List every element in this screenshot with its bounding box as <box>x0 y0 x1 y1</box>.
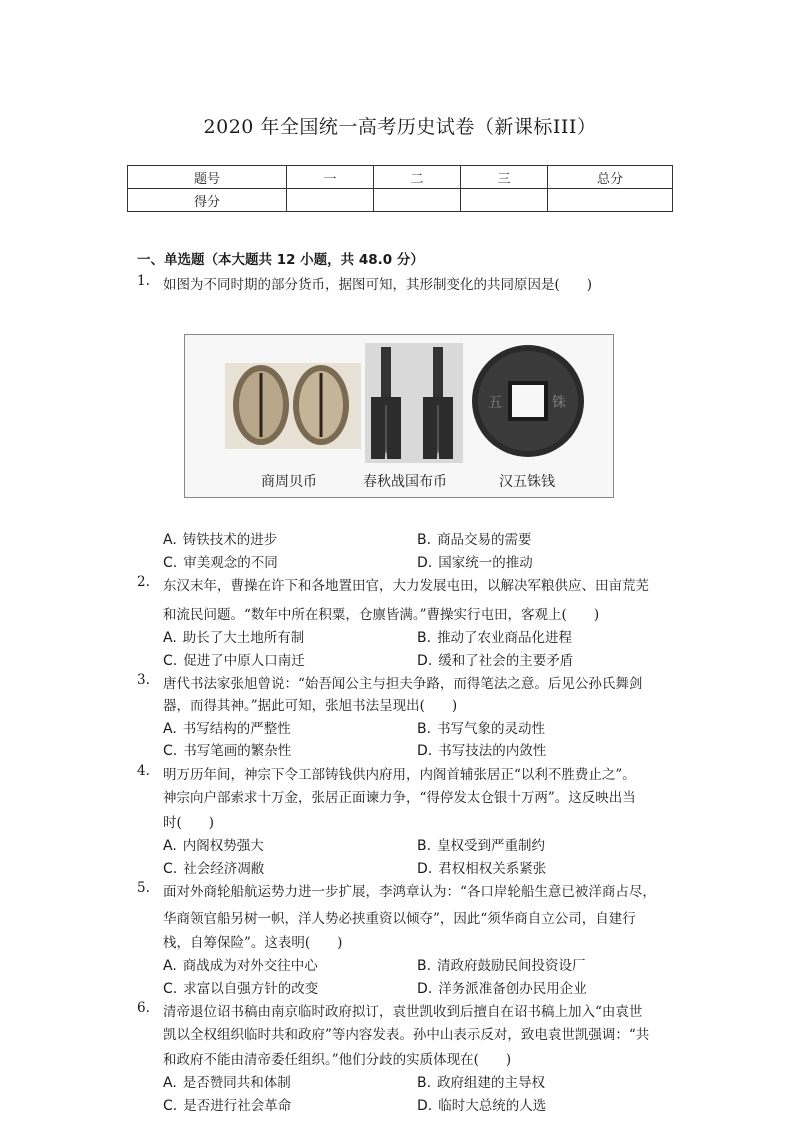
option-text: 缓和了社会的主要矛盾 <box>438 653 574 669</box>
question-text: 东汉末年，曹操在许下和各地置田官，大力发展屯田，以解决军粮供应、田亩荒芜 <box>163 578 649 594</box>
option-text: 商战成为对外交往中心 <box>182 958 318 974</box>
option-letter: B. <box>417 838 432 854</box>
spade-coin-image <box>365 343 463 463</box>
score-table-cell: 题号 <box>128 166 287 189</box>
option-letter: D. <box>417 981 433 997</box>
svg-text:五: 五 <box>488 395 502 411</box>
section-heading: 一、单选题（本大题共 12 小题，共 48.0 分） <box>137 252 424 268</box>
option <box>163 739 291 759</box>
question-number: 2. <box>137 574 150 590</box>
option-letter: A. <box>163 532 177 548</box>
option-text: 是否进行社会革命 <box>183 1098 292 1114</box>
figure-caption: 春秋战国布币 <box>363 474 447 490</box>
score-table <box>127 165 673 212</box>
option-letter: D. <box>417 1098 433 1114</box>
option-text: 内阁权势强大 <box>182 838 264 854</box>
svg-text:铢: 铢 <box>552 395 566 411</box>
option <box>163 977 318 997</box>
option <box>417 977 587 997</box>
question-text: 时( ) <box>163 815 215 831</box>
question-text: 栈，自筹保险”。这表明( ) <box>163 935 343 951</box>
option-text: 书写气象的灵动性 <box>437 721 546 737</box>
option-letter: D. <box>417 555 433 571</box>
option <box>163 1071 291 1091</box>
score-table-cell: 得分 <box>128 189 287 212</box>
score-table-cell <box>548 189 673 212</box>
score-table-cell: 三 <box>461 166 548 189</box>
option <box>417 528 532 548</box>
option-text: 洋务派准备创办民用企业 <box>438 981 587 997</box>
question-text: 清帝退位诏书稿由南京临时政府拟订，袁世凯收到后擅自在诏书稿上加入“由袁世 <box>163 1004 643 1020</box>
question-text: 面对外商轮船航运势力进一步扩展，李鸿章认为：“各口岸轮船生意已被洋商占尽， <box>163 884 656 900</box>
score-table-cell <box>461 189 548 212</box>
figure-caption: 商周贝币 <box>261 474 317 490</box>
option <box>163 626 304 646</box>
option-text: 商品交易的需要 <box>437 532 532 548</box>
option <box>417 954 586 974</box>
question-text: 神宗向户部索求十万金，张居正面谏力争，“得停发太仓银十万两”。这反映出当 <box>163 790 636 806</box>
cowrie-shell-image <box>225 363 361 449</box>
option-letter: B. <box>417 630 432 646</box>
score-table-header-row <box>128 166 673 189</box>
option-letter: A. <box>163 958 177 974</box>
option-letter: D. <box>417 861 433 877</box>
question-text: 明万历年间，神宗下令工部铸钱供内府用，内阁首辅张居正“以利不胜费止之”。 <box>163 767 636 783</box>
score-table-cell: 一 <box>287 166 374 189</box>
figure-caption: 汉五铢钱 <box>499 474 555 490</box>
score-table-score-row <box>128 189 673 212</box>
option-text: 书写技法的内敛性 <box>438 743 547 759</box>
option-text: 促进了中原人口南迁 <box>183 653 305 669</box>
option <box>163 954 318 974</box>
option-letter: A. <box>163 721 177 737</box>
option-letter: A. <box>163 1075 177 1091</box>
option-letter: A. <box>163 630 177 646</box>
question-text: 器，而得其神。”据此可知，张旭书法呈现出( ) <box>163 698 458 714</box>
option-text: 书写结构的严整性 <box>182 721 291 737</box>
option <box>417 626 572 646</box>
option <box>417 1071 545 1091</box>
page-title: 2020 年全国统一高考历史试卷（新课标III） <box>203 116 597 138</box>
option <box>417 551 533 571</box>
question-number: 1. <box>137 273 150 289</box>
question-text: 凯以全权组织临时共和政府”等内容发表。孙中山表示反对，致电袁世凯强调：“共 <box>163 1027 650 1043</box>
question-number: 3. <box>137 672 150 688</box>
option <box>163 717 291 737</box>
option-text: 国家统一的推动 <box>438 555 533 571</box>
option <box>417 649 573 669</box>
question-text: 如图为不同时期的部分货币，据图可知，其形制变化的共同原因是( ) <box>163 277 593 293</box>
option <box>163 834 264 854</box>
option-text: 书写笔画的繁杂性 <box>183 743 292 759</box>
option-letter: B. <box>417 532 432 548</box>
option-letter: C. <box>163 861 178 877</box>
option-text: 助长了大土地所有制 <box>182 630 305 646</box>
option-letter: B. <box>417 958 432 974</box>
option-text: 君权相权关系紧张 <box>438 861 547 877</box>
question-number: 6. <box>137 1000 150 1016</box>
option <box>163 649 305 669</box>
option-text: 是否赞同共和体制 <box>182 1075 291 1091</box>
option <box>417 857 546 877</box>
score-table-cell <box>287 189 374 212</box>
option <box>417 834 545 854</box>
option <box>163 528 277 548</box>
option <box>417 717 545 737</box>
option-text: 临时大总统的人选 <box>438 1098 547 1114</box>
option-letter: C. <box>163 653 178 669</box>
question-text: 和流民问题。“数年中所在积粟，仓廪皆满。”曹操实行屯田，客观上( ) <box>163 607 600 623</box>
question-text: 华商领官船另树一帜，洋人势必挟重资以倾夺”，因此“须华商自立公司，自建行 <box>163 911 636 927</box>
option-letter: C. <box>163 743 178 759</box>
question-number: 5. <box>137 880 150 896</box>
option-letter: C. <box>163 555 178 571</box>
option-letter: C. <box>163 1098 178 1114</box>
option-letter: D. <box>417 743 433 759</box>
option-text: 皇权受到严重制约 <box>437 838 546 854</box>
wuzhu-coin-image <box>472 345 584 457</box>
option-text: 审美观念的不同 <box>183 555 278 571</box>
score-table-cell <box>374 189 461 212</box>
option-text: 铸铁技术的进步 <box>182 532 278 548</box>
option <box>417 1094 546 1114</box>
option-letter: C. <box>163 981 178 997</box>
option-text: 求富以自强方针的改变 <box>183 981 319 997</box>
option <box>163 857 264 877</box>
option-letter: A. <box>163 838 177 854</box>
option-letter: B. <box>417 1075 432 1091</box>
option-letter: D. <box>417 653 433 669</box>
option-letter: B. <box>417 721 432 737</box>
option-text: 政府组建的主导权 <box>437 1075 546 1091</box>
score-table-cell: 总分 <box>548 166 673 189</box>
option-text: 推动了农业商品化进程 <box>437 630 573 646</box>
option-text: 社会经济凋敝 <box>183 861 265 877</box>
option <box>417 739 546 759</box>
currency-figure <box>184 334 614 498</box>
option <box>163 1094 291 1114</box>
score-table-cell: 二 <box>374 166 461 189</box>
question-text: 唐代书法家张旭曾说：“始吾闻公主与担夫争路，而得笔法之意。后见公孙氏舞剑 <box>163 676 643 692</box>
option <box>163 551 278 571</box>
option-text: 清政府鼓励民间投资设厂 <box>437 958 586 974</box>
question-number: 4. <box>137 763 150 779</box>
question-text: 和政府不能由清帝委任组织。”他们分歧的实质体现在( ) <box>163 1052 512 1068</box>
